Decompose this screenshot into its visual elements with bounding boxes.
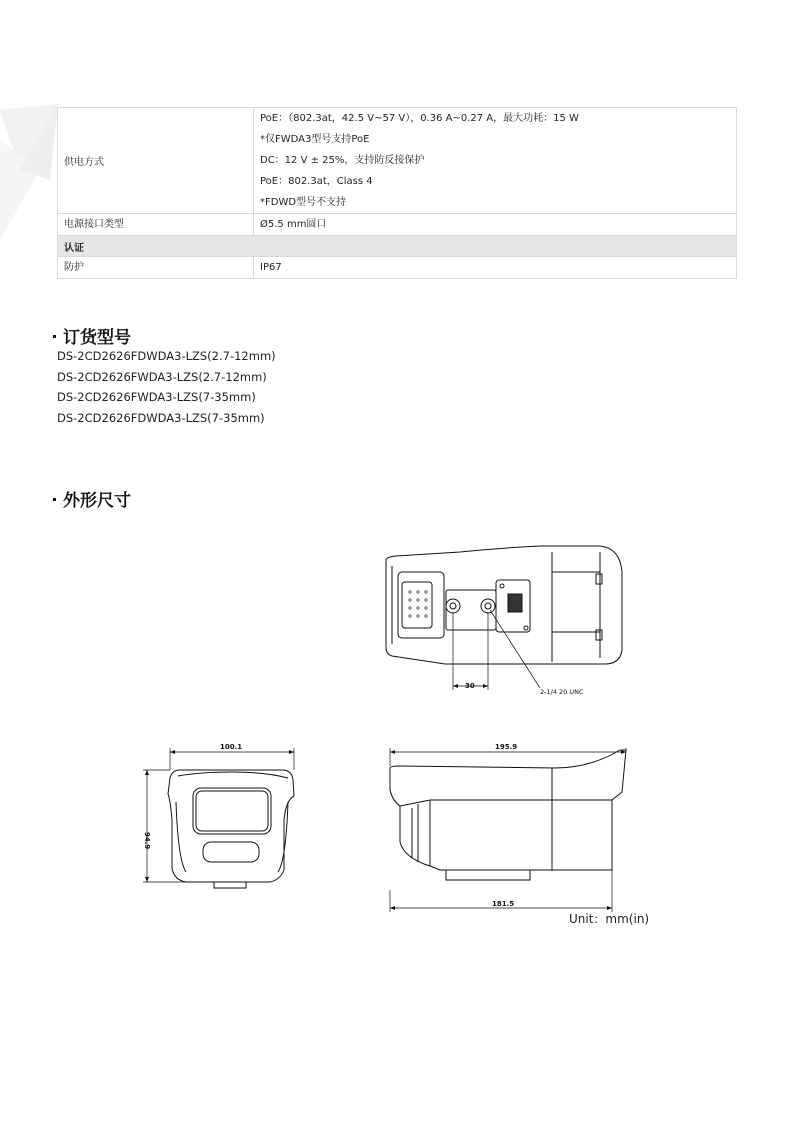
dim-label-front-width: 100.1 <box>220 743 243 751</box>
power-line-3: DC：12 V ± 25%，支持防反接保护 <box>260 155 425 166</box>
connector-value: Ø5.5 mm圆口 <box>254 214 737 236</box>
power-line-1: PoE：（802.3at，42.5 V~57 V），0.36 A~0.27 A，最大功耗：15 W <box>260 113 579 124</box>
front-view-drawing <box>143 748 294 888</box>
model-item: DS-2CD2626FWDA3-LZS(7-35mm) <box>57 390 256 404</box>
protection-label: 防护 <box>58 257 254 279</box>
ordering-title: 订货型号 <box>63 328 131 348</box>
cert-section-title: 认证 <box>58 236 737 257</box>
dim-label-thread: 2-1/4 20 UNC <box>540 688 584 696</box>
side-view-drawing <box>390 748 626 912</box>
dimensions-title: 外形尺寸 <box>63 491 131 511</box>
dim-label-mount-spacing: 30 <box>465 682 475 690</box>
connector-label: 电源接口类型 <box>58 214 254 236</box>
power-label: 供电方式 <box>58 108 254 214</box>
power-line-4: PoE：802.3at，Class 4 <box>260 176 373 187</box>
model-item: DS-2CD2626FDWDA3-LZS(2.7-12mm) <box>57 349 276 363</box>
model-item: DS-2CD2626FDWDA3-LZS(7-35mm) <box>57 410 265 425</box>
bottom-view-drawing <box>386 546 622 690</box>
dim-label-front-height: 94.9 <box>143 832 151 850</box>
power-line-2: *仅FWDA3型号支持PoE <box>260 134 370 145</box>
protection-value: IP67 <box>254 257 737 279</box>
model-item: DS-2CD2626FWDA3-LZS(2.7-12mm) <box>57 369 267 384</box>
unit-label: Unit：mm(in) <box>569 912 650 926</box>
dim-label-side-base: 181.5 <box>492 900 515 908</box>
power-line-5: *FDWD型号不支持 <box>260 197 347 208</box>
dim-label-side-length: 195.9 <box>495 743 518 751</box>
